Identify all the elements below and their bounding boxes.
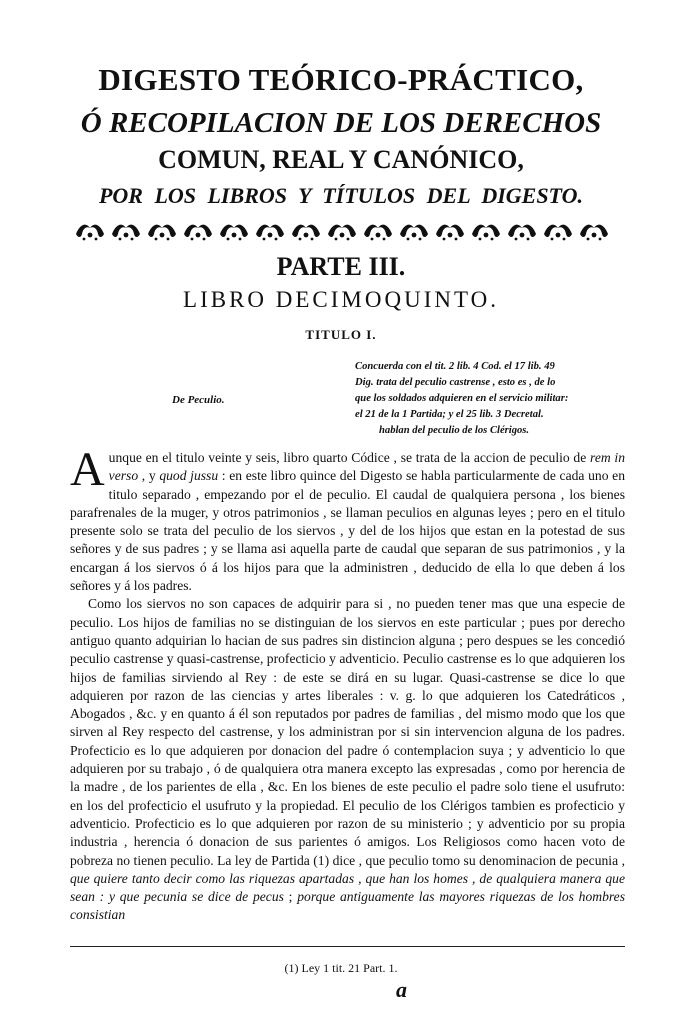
subtitle-line: COMUN, REAL Y CANÓNICO, (158, 145, 524, 174)
concordance-note (355, 359, 630, 439)
body-text (70, 443, 626, 925)
text-run: , y (138, 468, 160, 484)
text-run-italic: porque antiguamente las mayores riquezas de los hombres consistian (70, 889, 625, 923)
ornament-motif (364, 225, 392, 241)
ornament-motif (148, 225, 176, 241)
text-run-italic: rem in verso (108, 450, 626, 484)
ornament-motif (544, 225, 572, 241)
ornament-motif (292, 225, 320, 241)
text-run: Como los siervos no son capaces de adquirir para si , no pueden tener mas que una especie de peculio. Los hijos de familias no se distinguian de los siervos en este particular ; pues por derecho antiguo quanto adquirian lo hacian de sus padres sin distincion alguna ; pero despues se les concedió peculio castrense y quasi-castrense, profecticio y adventicio. Peculio castrense es lo que adquieren los hijos de familias sirviendo al Rey : de este se dirá en su lugar. Quasi-castrense se dice lo que adquieren por razon de las ciencias y artes liberales : v. g. lo que adquieren los Catedráticos , Abogados , &c. y en quanto á él son reputados por padres de familias , del mismo modo que los que sirven al Rey respecto del castrense, y los administran por si sin intervencion alguna de los padres. Profecticio es lo que adquieren por donacion del padre ó contemplacion suya ; y adventicio lo que adquieren por su trabajo , ó de qualquiera otra manera excepto las expresadas , como por herencia de la madre , de los parientes de ella , &c. En los bienes de este peculio el padre solo tiene el usufruto: en los del profecticio el usufruto y la propiedad. El peculio de los Clérigos tambien es profecticio y adventicio. Profecticio es lo que adquieren por razon de su ministerio ; y adventicio por su propia industria , herencia ó donacion de sus parientes ó amigos. Los Religiosos como hacen voto de pobreza no tienen peculio. La ley de Partida (1) dice , que peculio tomo su denominacion de pecunia , (70, 596, 625, 868)
ornament-motif (400, 225, 428, 241)
subtitle-line: POR LOS LIBROS Y TÍTULOS DEL DIGESTO. (98, 183, 583, 208)
ornament-motif (508, 225, 536, 241)
concordance-line: hablan del peculio de los Clérigos. (379, 425, 530, 436)
ornamental-border (72, 218, 622, 242)
text-run-italic: quod jussu (159, 468, 219, 484)
ornament-motif (112, 225, 140, 241)
ornament-motif (472, 225, 500, 241)
side-heading: De Peculio. (172, 394, 225, 406)
concordance-line: Dig. trata del peculio castrense , esto es , de lo (355, 377, 556, 388)
drop-cap: A (70, 443, 105, 496)
part-heading: PARTE III. (276, 252, 406, 281)
text-run: unque en el titulo veinte y seis, libro quarto Códice , se trata de la accion de peculio de (108, 450, 591, 465)
ornament-motif (436, 225, 464, 241)
concordance-line: el 21 de la 1 Partida; y el 25 lib. 3 Decretal. (355, 409, 544, 420)
ornament-motif (220, 225, 248, 241)
book-heading: LIBRO DECIMOQUINTO. (183, 287, 499, 312)
ornament-motif (328, 225, 356, 241)
concordance-line: que los soldados adquieren en el servicio militar: (355, 393, 569, 404)
footnote: (1) Ley 1 tit. 21 Part. 1. (284, 961, 398, 975)
text-run-italic: que quiere tanto decir como las riquezas apartadas , que han los homes , de qualquiera manera que sean : y que pecunia se dice de pecus (70, 870, 625, 905)
subtitle-line: Ó RECOPILACION DE LOS DERECHOS (80, 107, 602, 139)
footnote-rule (70, 946, 625, 947)
ornament-motif (76, 225, 104, 241)
paragraph (70, 443, 626, 595)
text-run: ; (283, 889, 298, 905)
signature-mark: a (396, 977, 407, 1002)
title-heading: TITULO I. (305, 327, 377, 342)
text-run: : en este libro quince del Digesto se habla particularmente de cada uno en titulo separado , empezando por el de peculio. El caudal de qualquiera persona , los bienes parafrenales de la muger, y otros patrimonios , se llaman peculios en algunas leyes ; pero en el titulo presente solo se trata del peculio de los siervos , y del de los hijos que estan en la potestad de sus señores y de sus padres ; y se llama asi aquella parte de caudal que separan de sus patrimonios , y la encargan á los siervos ó á los hijos para que la administren , deducido de ella lo que deben á los señores y á los padres. (70, 468, 625, 594)
ornament-motif (256, 225, 284, 241)
main-title: DIGESTO TEÓRICO-PRÁCTICO, (98, 62, 584, 97)
ornament-motif (580, 225, 608, 241)
paragraph (70, 595, 625, 924)
concordance-line: Concuerda con el tit. 2 lib. 4 Cod. el 17 lib. 49 (355, 361, 555, 372)
ornament-motif (184, 225, 212, 241)
